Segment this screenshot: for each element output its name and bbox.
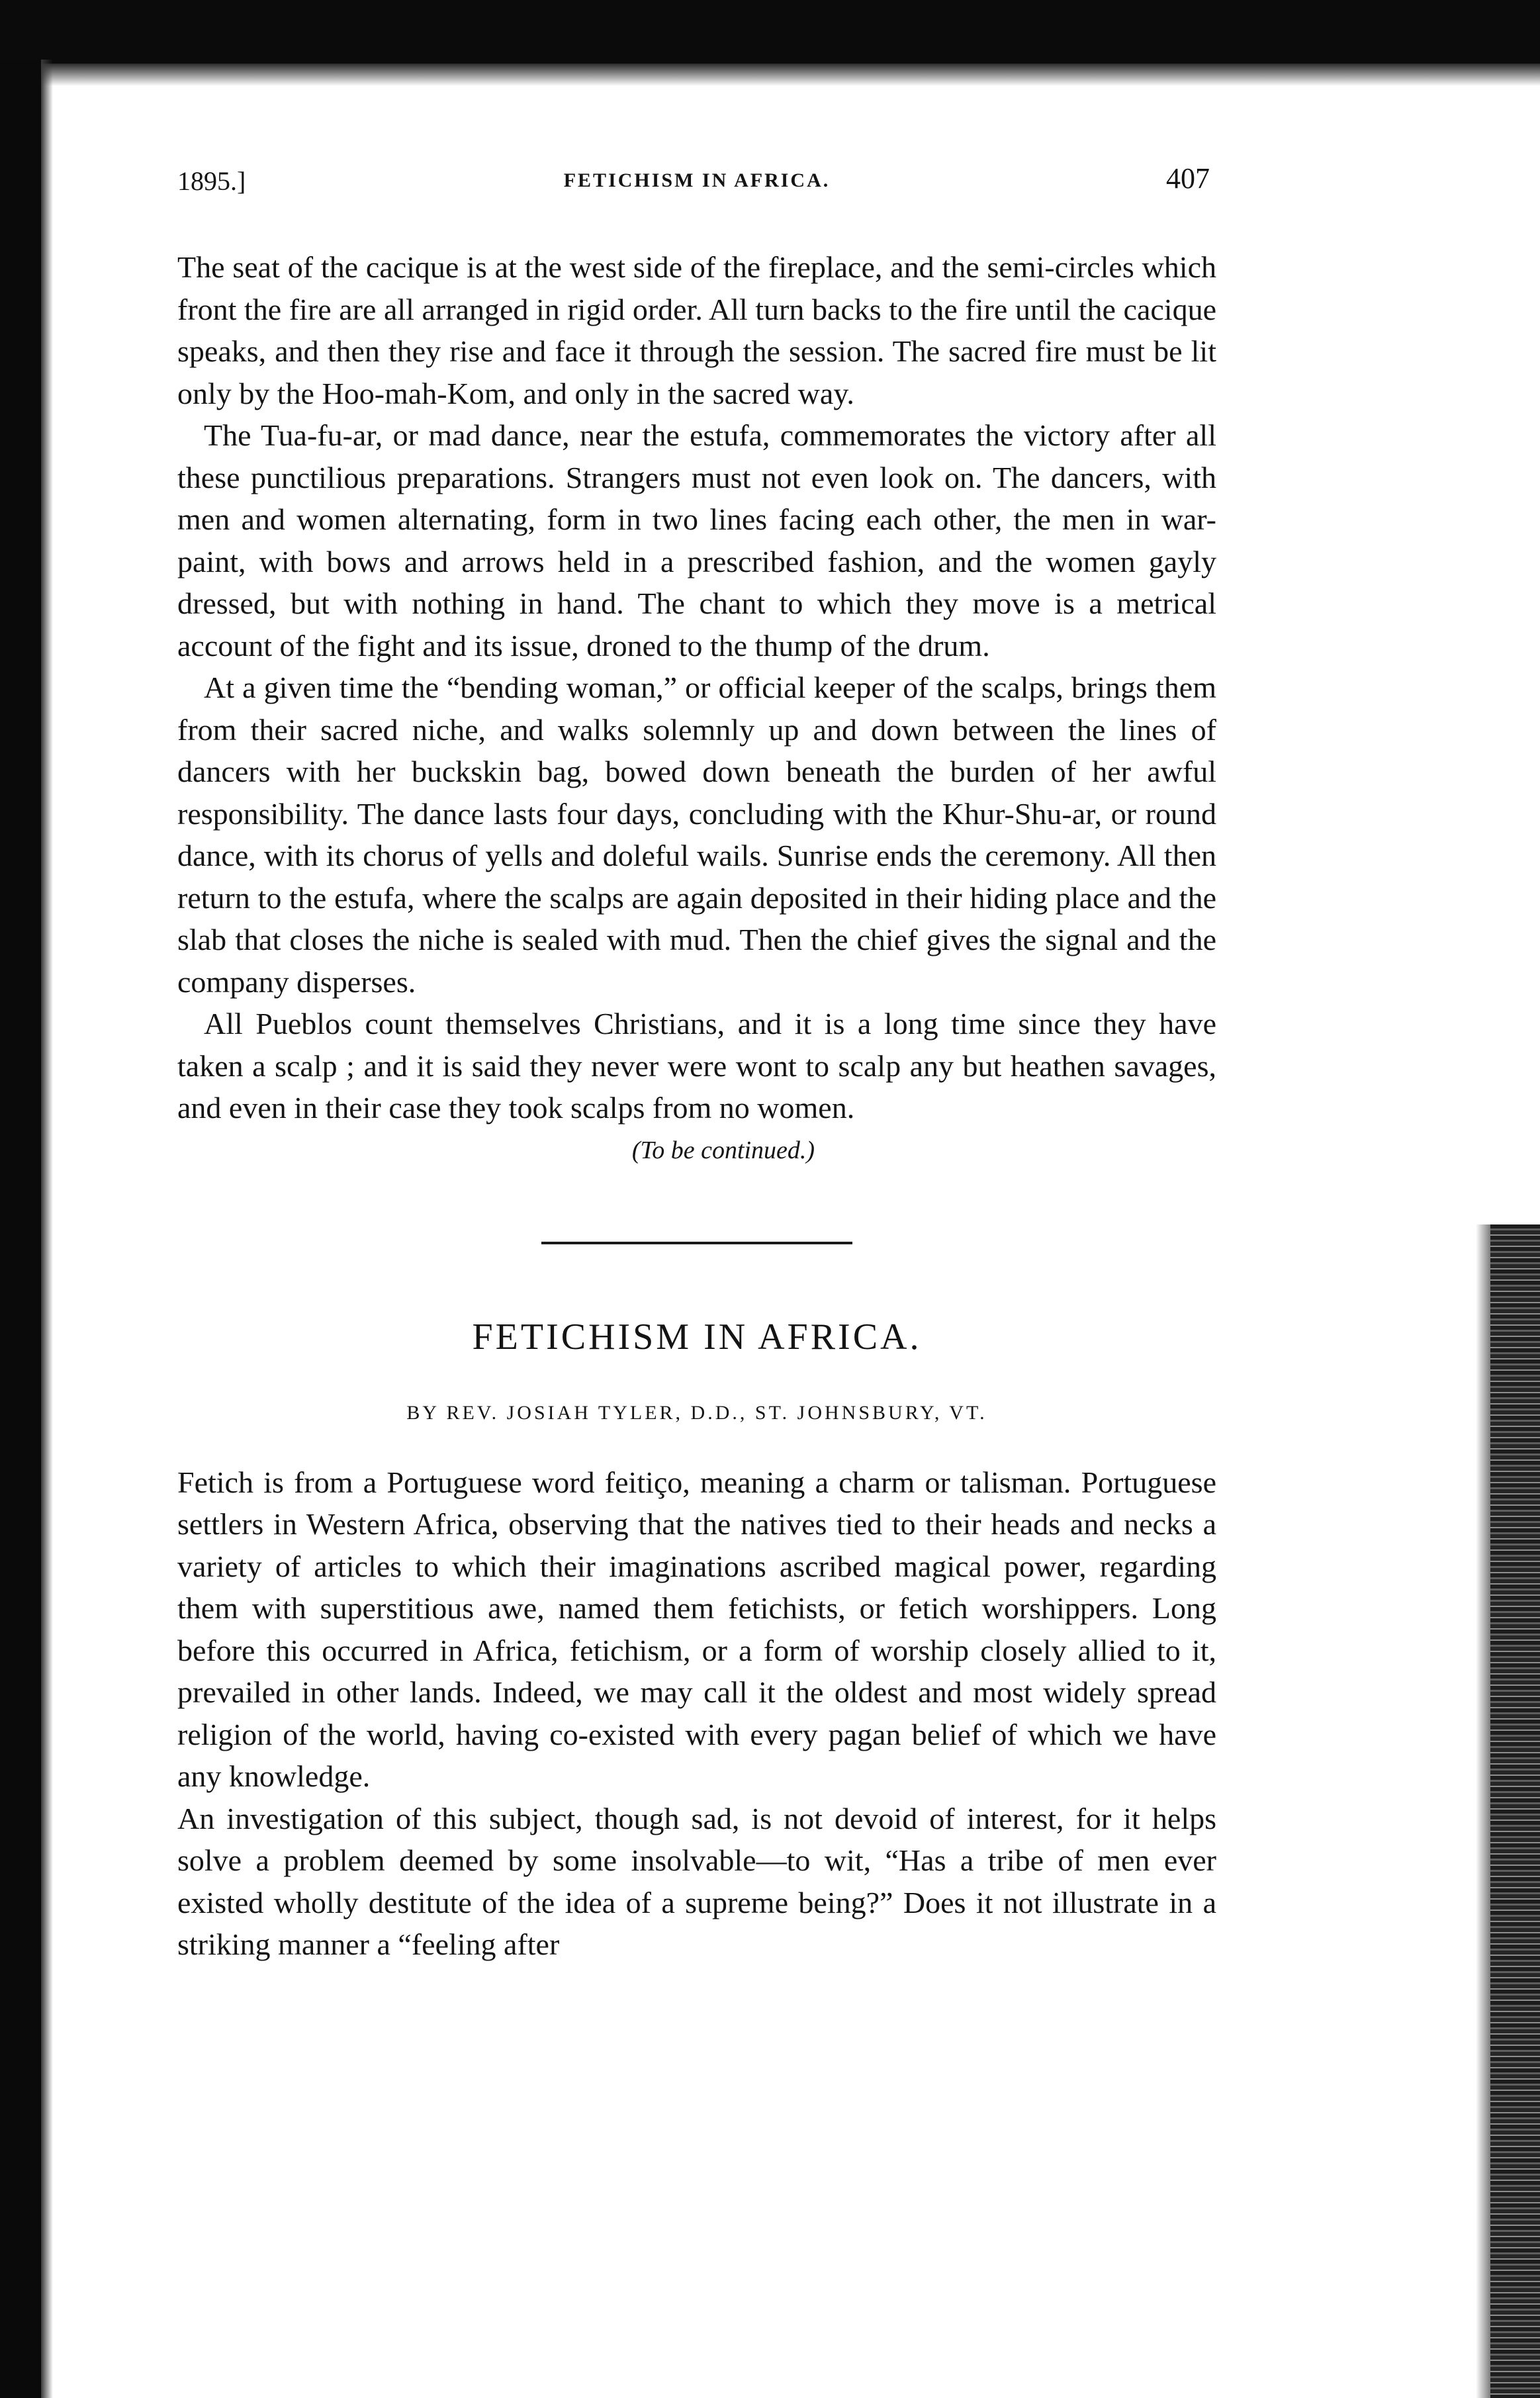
scan-border-right (1490, 1224, 1540, 2398)
paragraph: At a given time the “bending woman,” or official keeper of the scalps, brings them from their sacred niche, and walks solemnly up and down between the lines of dancers with her buckskin bag, bowed down beneath the burden of her awful responsibility. The dance lasts four days, concluding with the Khur-Shu-ar, or round dance, with its chorus of yells and doleful wails. Sunrise ends the ceremony. All then return to the estufa, where the scalps are again deposited in their hiding place and the slab that closes the niche is sealed with mud. Then the chief gives the signal and the company disperses. (177, 670, 1216, 999)
article-byline: BY REV. JOSIAH TYLER, D.D., ST. JOHNSBURY, VT. (406, 1401, 987, 1424)
scan-shadow-top (0, 64, 1540, 86)
section-divider (541, 1242, 852, 1244)
continued-note: (To be continued.) (631, 1136, 815, 1164)
page-number: 407 (1166, 162, 1210, 195)
paragraph: Fetich is from a Portuguese word feitiço, meaning a charm or talisman. Portuguese settlers in Western Africa, observing that the natives tied to their heads and necks a variety of articles to which their imaginations ascribed magical power, regarding them with superstitious awe, named them fetichists, or fetich worshippers. Long before this occurred in Africa, fetichism, or a form of worship closely allied to it, prevailed in other lands. Indeed, we may call it the oldest and most widely spread religion of the world, having co-existed with every pagan belief of which we have any knowledge. (177, 1465, 1216, 1793)
header-year: 1895.] (177, 166, 246, 196)
scan-border-top (0, 0, 1540, 64)
scan-shadow-right (1476, 1224, 1490, 2398)
running-head (177, 152, 1216, 205)
article-title: FETICHISM IN AFRICA. (472, 1316, 922, 1358)
paragraph: An investigation of this subject, though sad, is not devoid of interest, for it helps solve a problem deemed by some insolvable—to wit, “Has a tribe of men ever existed wholly destitute of the idea of a supreme being?” Does it not illustrate in a striking manner a “feeling after (177, 1801, 1216, 1961)
paragraph: The seat of the cacique is at the west side of the fireplace, and the semi-circles which front the fire are all arranged in rigid order. All turn backs to the fire until the cacique speaks, and then they rise and face it through the session. The sacred fire must be lit only by the Hoo-mah-Kom, and only in the sacred way. (177, 250, 1216, 410)
scan-shadow-left (41, 60, 53, 2398)
book-page (177, 152, 1216, 1966)
article-text (177, 1461, 1216, 1966)
paragraph: The Tua-fu-ar, or mad dance, near the estufa, commemorates the victory after all these punctilious preparations. Strangers must not even look on. The dancers, with men and women alternating, form in two lines facing each other, the men in war-paint, with bows and arrows held in a prescribed fashion, and the women gayly dressed, but with nothing in hand. The chant to which they move is a metrical account of the fight and its issue, droned to the thump of the drum. (177, 418, 1216, 663)
header-title: FETICHISM IN AFRICA. (563, 169, 831, 191)
scan-border-left (0, 60, 41, 2398)
paragraph: All Pueblos count themselves Christians, and it is a long time since they have taken a scalp ; and it is said they never were wont to scalp any but heathen savages, and even in their case they took scalps from no women. (177, 1007, 1216, 1125)
previous-article-text (177, 246, 1216, 1129)
